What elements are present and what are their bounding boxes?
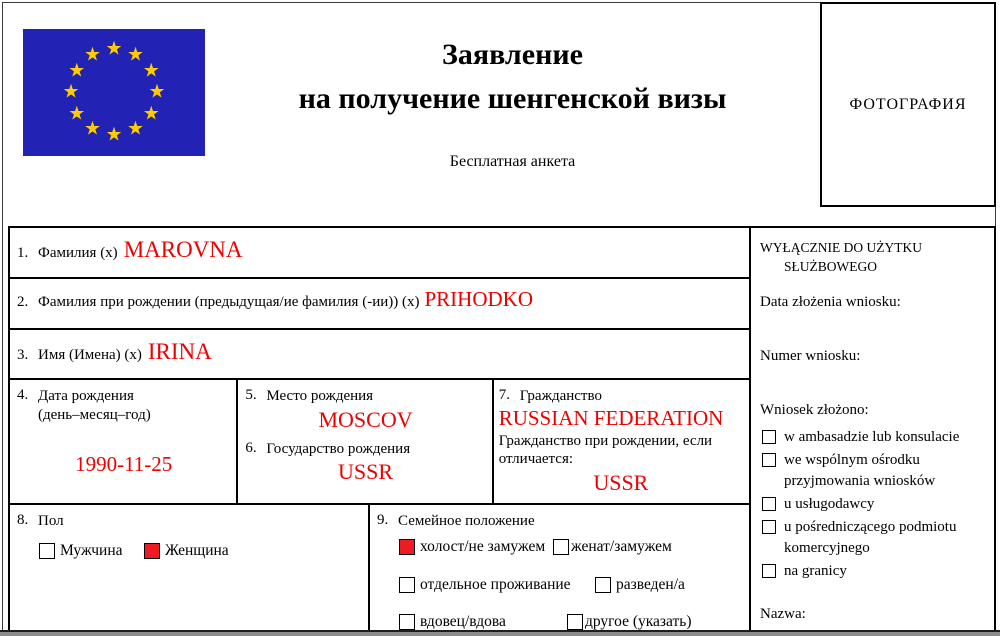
checkbox-icon[interactable]: [762, 497, 776, 511]
checkbox-label: we wspólnym ośrodku przyjmowania wniosków: [784, 452, 936, 489]
field-label: Государство рождения: [266, 441, 411, 457]
checkbox-single[interactable]: [399, 538, 545, 556]
eu-star-icon: ★: [142, 59, 160, 81]
application-number-label: Numer wniosku:: [760, 348, 861, 364]
field-place-of-birth: [238, 380, 493, 503]
eu-star-icon: ★: [83, 43, 102, 66]
surname-at-birth-value[interactable]: PRIHODKO: [424, 287, 533, 311]
field-number: 6.: [245, 440, 257, 456]
eu-star-icon: ★: [68, 102, 86, 124]
row-sex-marital: [10, 505, 749, 636]
eu-star-icon: ★: [148, 80, 166, 103]
field-number: 1.: [17, 245, 29, 261]
eu-star-icon: ★: [105, 123, 123, 146]
field-number: 2.: [17, 294, 29, 310]
checkbox-icon[interactable]: [39, 543, 55, 559]
checkbox-icon[interactable]: [595, 577, 611, 593]
field-first-name: [10, 330, 749, 380]
checkbox-label: na granicy: [784, 563, 847, 579]
checkbox-icon[interactable]: [553, 539, 569, 555]
checkbox-icon[interactable]: [762, 430, 776, 444]
photo-placeholder: [820, 2, 996, 207]
checkbox-other[interactable]: [567, 613, 692, 631]
checkbox-common-centre[interactable]: [760, 450, 988, 492]
eu-star-icon: ★: [126, 43, 145, 66]
checkbox-divorced[interactable]: [595, 576, 685, 594]
field-number: 4.: [17, 387, 29, 403]
first-name-value[interactable]: IRINA: [147, 339, 212, 364]
checkbox-married[interactable]: [553, 538, 672, 556]
surname-value[interactable]: MAROVNA: [123, 237, 243, 262]
field-label: Фамилия (x): [38, 245, 118, 261]
checkbox-icon[interactable]: [399, 577, 415, 593]
page-title: [215, 33, 810, 121]
field-number: 9.: [377, 512, 389, 528]
field-label: Дата рождения (день–месяц–год): [38, 388, 151, 423]
eu-star-icon: ★: [126, 117, 145, 140]
field-label: Фамилия при рождении (предыдущая/ие фамилия (-ии)) (x): [38, 294, 420, 310]
window-bottom-edge: [0, 630, 1000, 636]
field-date-of-birth: [10, 380, 238, 503]
checkbox-male[interactable]: [39, 542, 123, 560]
checkbox-commercial-intermediary[interactable]: [760, 517, 988, 559]
eu-star-icon: ★: [142, 102, 160, 124]
checkbox-embassy[interactable]: [760, 427, 988, 448]
checkbox-label: вдовец/вдова: [420, 613, 506, 630]
name-label: Nazwa:: [760, 606, 806, 622]
checkbox-icon[interactable]: [762, 564, 776, 578]
checkbox-label: Мужчина: [60, 542, 123, 559]
field-surname: [10, 228, 749, 279]
field-label: Семейное положение: [398, 513, 535, 529]
field-label: Гражданство: [519, 388, 602, 404]
eu-star-icon: ★: [83, 117, 102, 140]
eu-star-icon: ★: [105, 37, 123, 60]
official-use-heading: WYŁĄCZNIE DO UŻYTKU SŁUŻBOWEGO: [760, 240, 922, 274]
checkbox-service-provider[interactable]: [760, 494, 988, 515]
eu-flag: [23, 29, 205, 156]
title-line2: на получение шенгенской визы: [298, 82, 727, 115]
checkbox-border[interactable]: [760, 561, 988, 582]
checkbox-icon[interactable]: [399, 614, 415, 630]
field-citizenship: [494, 380, 749, 503]
field-sex: [10, 505, 370, 636]
field-number: 7.: [498, 387, 510, 403]
checkbox-icon[interactable]: [144, 543, 160, 559]
row-birth-citizenship: [10, 380, 749, 505]
field-surname-at-birth: [10, 279, 749, 330]
field-label: Имя (Имена) (x): [38, 347, 142, 363]
checkbox-label: u usługodawcy: [784, 496, 875, 512]
official-use-column: [751, 228, 994, 636]
country-of-birth-value[interactable]: USSR: [338, 459, 394, 484]
field-number: 5.: [245, 387, 257, 403]
citizenship-at-birth-value[interactable]: USSR: [593, 470, 649, 495]
checkbox-icon[interactable]: [762, 453, 776, 467]
photo-label: ФОТОГРАФИЯ: [849, 95, 967, 113]
checkbox-widowed[interactable]: [399, 613, 506, 631]
checkbox-icon[interactable]: [762, 520, 776, 534]
title-line1: Заявление: [442, 38, 583, 71]
application-lodged-label: Wniosek złożono:: [760, 402, 869, 418]
field-label: Гражданство при рождении, если отличается:: [498, 433, 713, 467]
field-marital-status: [370, 505, 749, 636]
field-label: Пол: [38, 513, 64, 529]
checkbox-label: u pośredniczącego podmiotu komercyjnego: [784, 519, 957, 556]
application-lodged-options: [760, 427, 988, 582]
eu-star-icon: ★: [62, 80, 80, 103]
citizenship-value[interactable]: RUSSIAN FEDERATION: [498, 406, 724, 430]
form-table: [8, 226, 996, 636]
checkbox-female[interactable]: [144, 542, 229, 560]
checkbox-label: холост/не замужем: [420, 538, 546, 555]
checkbox-separated[interactable]: [399, 576, 571, 594]
checkbox-icon[interactable]: [567, 614, 583, 630]
field-label: Место рождения: [266, 388, 374, 404]
checkbox-label: Женщина: [165, 542, 229, 559]
eu-star-icon: ★: [68, 59, 86, 81]
date-of-birth-value[interactable]: 1990-11-25: [75, 452, 173, 476]
field-number: 3.: [17, 347, 29, 363]
checkbox-label: женат/замужем: [571, 538, 672, 555]
checkbox-label: разведен/а: [616, 576, 685, 593]
checkbox-label: отдельное проживание: [420, 576, 571, 593]
checkbox-label: другое (указать): [585, 613, 692, 630]
form-subtitle: Бесплатная анкета: [449, 153, 576, 170]
place-of-birth-value[interactable]: MOSCOV: [318, 407, 413, 432]
fields-column: [10, 228, 751, 636]
field-number: 8.: [17, 512, 29, 528]
checkbox-icon[interactable]: [399, 539, 415, 555]
date-of-application-label: Data złożenia wniosku:: [760, 294, 901, 310]
checkbox-label: w ambasadzie lub konsulacie: [784, 429, 960, 445]
